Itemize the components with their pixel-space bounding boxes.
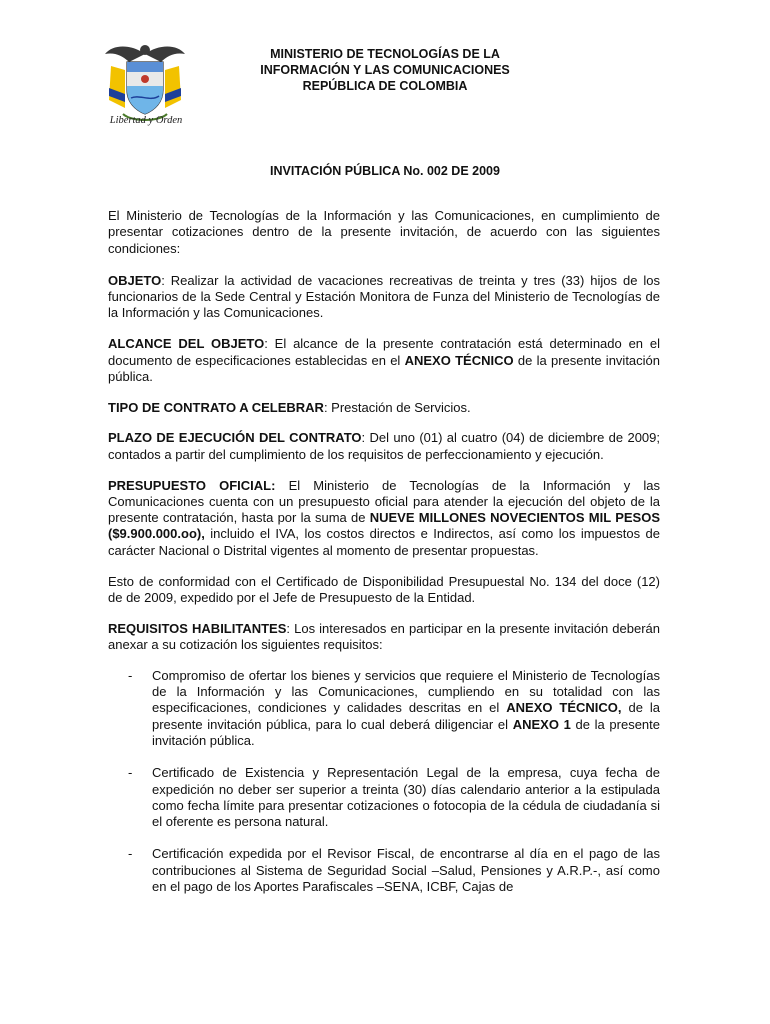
alcance-anexo-tecnico: ANEXO TÉCNICO [404, 352, 514, 368]
objeto-text: : Realizar la actividad de vacaciones recreativas de treinta y tres (33) hijos de los funcionarios de la Sede Central y Estación Monitora de Funza del Ministerio de Tecnologías de la Información y las Comunicaciones. [108, 272, 660, 321]
requisitos-list [108, 668, 660, 896]
list-dash: - [128, 667, 133, 683]
alcance-label: ALCANCE DEL OBJETO [108, 336, 265, 352]
alcance-text-1: : El alcance de la presente contratación está determinado en el documento de especificaciones establecidas en el [108, 336, 660, 368]
ministry-header [200, 46, 570, 94]
conformidad-paragraph: Esto de conformidad con el Certificado de Disponibilidad Presupuestal No. 134 del doce (12) de de 2009, expedido por el Jefe de Presupuesto de la Entidad. [108, 573, 660, 605]
item2-text: Certificado de Existencia y Representación Legal de la empresa, cuya fecha de expedición no deber ser superior a treinta (30) días calendario anterior a la estipulada como fecha límite para presentar cotizaciones o fotocopia de la cédula de ciudadanía si el oferente es persona natural. [152, 765, 660, 830]
presupuesto-paragraph [108, 478, 660, 559]
item3-text: Certificación expedida por el Revisor Fiscal, de encontrarse al día en el pago de las contribuciones al Sistema de Seguridad Social –Salud, Pensiones y A.R.P.-, así como en el pago de los Aportes Parafiscales –SENA, ICBF, Cajas de [152, 846, 660, 894]
alcance-text-2: de la presente invitación pública. [108, 352, 661, 384]
list-dash: - [128, 846, 133, 862]
list-dash: - [128, 765, 133, 781]
plazo-text: : Del uno (01) al cuatro (04) de diciembre de 2009; contados a partir del cumplimiento de los requisitos de perfeccionamiento y ejecución. [108, 430, 660, 462]
objeto-label: OBJETO [108, 272, 162, 288]
header-line-2: INFORMACIÓN Y LAS COMUNICACIONES [260, 63, 510, 77]
intro-paragraph: El Ministerio de Tecnologías de la Información y las Comunicaciones, en cumplimiento de presentar cotizaciones dentro de la presente invitación, de acuerdo con las siguientes condiciones: [108, 208, 660, 256]
tipo-paragraph [108, 400, 660, 416]
requisitos-label: REQUISITOS HABILITANTES [108, 620, 287, 636]
item1-anexo-1: ANEXO 1 [512, 716, 571, 732]
presupuesto-text-1: El Ministerio de Tecnologías de la Información y las Comunicaciones cuenta con un presupuesto oficial para atender la ejecución del objeto de la presente contratación, hasta por la suma de [108, 477, 660, 526]
header-line-1: MINISTERIO DE TECNOLOGÍAS DE LA [270, 47, 500, 61]
objeto-paragraph [108, 273, 660, 322]
header-line-3: REPÚBLICA DE COLOMBIA [302, 79, 468, 93]
item1-text-3: de la presente invitación pública. [152, 716, 660, 748]
alcance-paragraph [108, 336, 660, 385]
list-item [108, 765, 660, 830]
emblem-motto: Libertad y Orden [109, 115, 183, 126]
item1-text-2: de la presente invitación pública, para lo cual deberá diligenciar el [152, 700, 660, 732]
requisitos-text: : Los interesados en participar en la presente invitación deberán anexar a su cotización los siguientes requisitos: [108, 620, 660, 652]
presupuesto-label: PRESUPUESTO OFICIAL: [108, 477, 276, 493]
presupuesto-text-2: incluido el IVA, los costos directos e Indirectos, así como los impuestos de carácter Nacional o Distrital vigentes al momento de presentar propuestas. [108, 526, 660, 558]
tipo-text: : Prestación de Servicios. [323, 399, 471, 415]
document-body [108, 208, 660, 911]
document-title: INVITACIÓN PÚBLICA No. 002 DE 2009 [270, 164, 500, 178]
item1-text-1: Compromiso de ofertar los bienes y servicios que requiere el Ministerio de Tecnologías de la Información y las Comunicaciones, cumpliendo en su totalidad con las especificaciones, condiciones y calidades descritas en el [152, 667, 660, 716]
list-item [108, 668, 660, 749]
requisitos-paragraph [108, 621, 660, 654]
plazo-paragraph [108, 430, 660, 463]
list-item [108, 846, 660, 895]
plazo-label: PLAZO DE EJECUCIÓN DEL CONTRATO [108, 430, 362, 446]
tipo-label: TIPO DE CONTRATO A CELEBRAR [108, 399, 324, 415]
presupuesto-amount: NUEVE MILLONES NOVECIENTOS MIL PESOS ($9.900.000.oo), [108, 510, 660, 542]
item1-anexo-tecnico: ANEXO TÉCNICO, [506, 700, 622, 716]
